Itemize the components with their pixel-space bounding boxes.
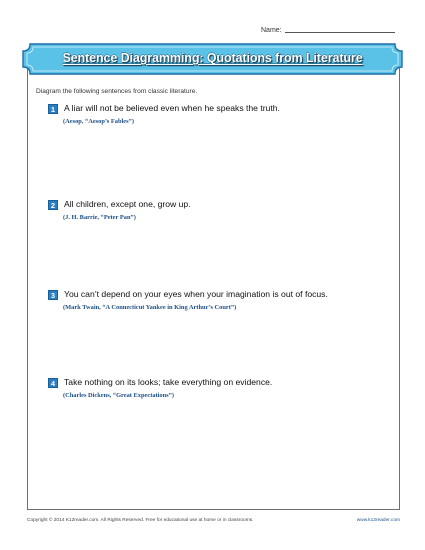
website-link[interactable]: www.k12reader.com <box>356 518 400 523</box>
name-field[interactable] <box>261 27 395 34</box>
item-number-badge: 4 <box>48 378 58 388</box>
quote-source: (J. H. Barrie, “Peter Pan”) <box>63 214 136 221</box>
exercise-sentence: All children, except one, grow up. <box>64 199 191 209</box>
exercise-sentence: A liar will not be believed even when he speaks the truth. <box>64 103 280 113</box>
quote-source: (Mark Twain, “A Connecticut Yankee in King Arthur’s Court”) <box>63 304 237 311</box>
item-number-badge: 2 <box>48 200 58 210</box>
instructions-text: Diagram the following sentences from classic literature. <box>36 88 198 95</box>
exercise-sentence: You can’t depend on your eyes when your imagination is out of focus. <box>64 289 328 299</box>
title-banner <box>22 43 403 75</box>
name-underline[interactable] <box>285 32 395 33</box>
name-label: Name: <box>261 27 282 34</box>
item-number-badge: 3 <box>48 290 58 300</box>
exercise-sentence: Take nothing on its looks; take everything on evidence. <box>64 377 273 387</box>
worksheet-title: Sentence Diagramming: Quotations from Literature <box>62 51 363 65</box>
quote-source: (Aesop, “Aesop’s Fables”) <box>63 118 134 125</box>
item-number-badge: 1 <box>48 104 58 114</box>
worksheet-frame <box>27 62 400 510</box>
copyright-notice: Copyright © 2014 K12reader.com. All Rights Reserved. Free for educational use at home or in classrooms. <box>27 518 254 523</box>
quote-source: (Charles Dickens, “Great Expectations”) <box>63 392 174 399</box>
